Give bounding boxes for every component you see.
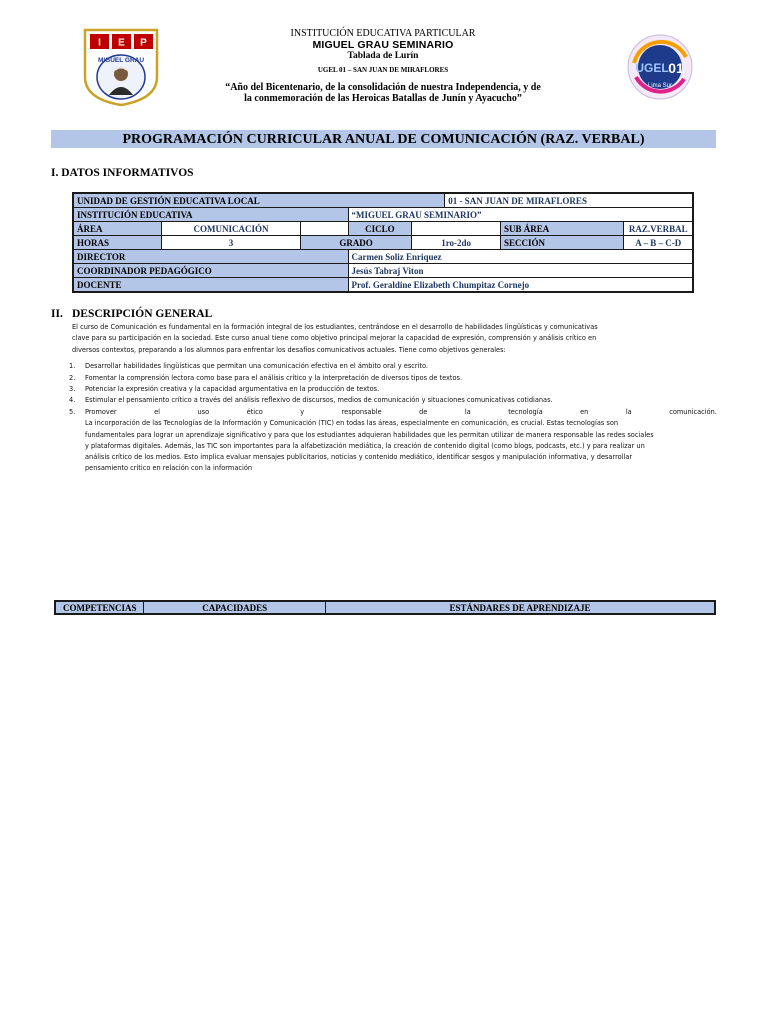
intro-line: clave para su participación en la sociedad. Este curso anual tiene como objetivo principal mejorar la capacidad de expresión, comprensión y análisis crítico en xyxy=(72,334,597,343)
word: de xyxy=(419,408,428,416)
objective-text: Desarrollar habilidades lingüísticas que permitan una comunicación efectiva en el ámbito oral y escrito. xyxy=(85,362,429,370)
subarea-label: SUB ÁREA xyxy=(500,222,624,236)
director-label: DIRECTOR xyxy=(73,250,348,264)
objective-5-line: pensamiento crítico en relación con la información xyxy=(85,464,253,473)
standards-header: ESTÁNDARES DE APRENDIZAJE xyxy=(325,601,715,614)
competencies-header-row xyxy=(55,601,715,614)
info-row-director xyxy=(73,250,693,264)
seccion-value: A – B – C-D xyxy=(624,236,693,250)
info-row-institution xyxy=(73,208,693,222)
section-1-heading: I. DATOS INFORMATIVOS xyxy=(51,167,194,179)
ugel-logo-number: 01 xyxy=(668,60,684,76)
word: el xyxy=(154,408,160,416)
section-2-heading: DESCRIPCIÓN GENERAL xyxy=(72,308,213,320)
school-logo xyxy=(82,27,160,107)
info-row-coordinator xyxy=(73,264,693,278)
word: comunicación. xyxy=(669,408,717,416)
objective-5-line: La incorporación de las Tecnologías de la Información y Comunicación (TIC) en todas las áreas, especialmente en comunicación, es crucial. Estas tecnologías son xyxy=(85,419,619,428)
word: tecnología xyxy=(508,408,543,416)
header-ugel: UGEL 01 – SAN JUAN DE MIRAFLORES xyxy=(317,66,449,74)
area-value: COMUNICACIÓN xyxy=(162,222,301,236)
info-row-ugel xyxy=(73,193,693,208)
ugel-logo-text: UGEL xyxy=(635,61,669,75)
objective-number: 2. xyxy=(69,374,76,382)
word: en xyxy=(580,408,589,416)
objective-text: Estimular el pensamiento crítico a través del análisis reflexivo de discursos, medios de comunicación y situaciones comunicativas cotidianas. xyxy=(85,396,553,404)
institution-value: “MIGUEL GRAU SEMINARIO” xyxy=(348,208,693,222)
institution-label: INSTITUCIÓN EDUCATIVA xyxy=(73,208,348,222)
objective-text: Fomentar la comprensión lectora como base para el análisis crítico y la interpretación de diversos tipos de textos. xyxy=(85,374,463,382)
header-school-name: MIGUEL GRAU SEMINARIO xyxy=(312,39,454,51)
ugel-logo-subtitle: Lima Sur xyxy=(647,83,673,89)
info-row-area xyxy=(73,222,693,236)
horas-value: 3 xyxy=(162,236,301,250)
logo-letter-p: P xyxy=(140,37,147,49)
ugel-value: 01 - SAN JUAN DE MIRAFLORES xyxy=(445,193,693,208)
header-motto xyxy=(160,82,606,104)
objective-5-first-line xyxy=(85,407,717,418)
motto-line-1: “Año del Bicentenario, de la consolidación de nuestra Independencia, y de xyxy=(225,82,541,93)
objective-text xyxy=(85,407,717,475)
word: ético xyxy=(246,408,263,416)
capacities-header: CAPACIDADES xyxy=(144,601,325,614)
logo-letter-i: I xyxy=(98,37,101,49)
objective-number: 5. xyxy=(69,408,76,416)
info-row-docente xyxy=(73,278,693,293)
competencies-header: COMPETENCIAS xyxy=(55,601,144,614)
subarea-value: RAZ.VERBAL xyxy=(624,222,693,236)
intro-line: diversos contextos, preparando a los alumnos para enfrentar los desafíos comunicativos actuales. Tiene como objetivos generales: xyxy=(72,345,506,354)
grado-label: GRADO xyxy=(300,236,412,250)
logo-school-name: MIGUEL GRAU xyxy=(97,57,145,64)
word: responsable xyxy=(341,408,382,416)
competencies-table xyxy=(54,600,716,615)
docente-value: Prof. Geraldine Elizabeth Chumpitaz Cornejo xyxy=(348,278,693,293)
seccion-label: SECCIÓN xyxy=(500,236,624,250)
ugel-label: UNIDAD DE GESTIÓN EDUCATIVA LOCAL xyxy=(73,193,445,208)
motto-line-2: la conmemoración de las Heroicas Batallas de Junín y Ayacucho” xyxy=(244,93,522,104)
coordinator-label: COORDINADOR PEDAGÓGICO xyxy=(73,264,348,278)
word: y xyxy=(300,408,305,416)
area-label: ÁREA xyxy=(73,222,162,236)
info-row-horas xyxy=(73,236,693,250)
grado-value: 1ro-2do xyxy=(412,236,501,250)
word: uso xyxy=(197,408,210,416)
intro-line: El curso de Comunicación es fundamental en la formación integral de los estudiantes, centrándose en el desarrollo de habilidades lingüísticas y comunicativas xyxy=(72,323,598,331)
section-2-number: II. xyxy=(51,308,63,320)
objective-5-line: análisis crítico de los medios. Esto implica evaluar mensajes publicitarios, noticias y contenido mediático, identificar sesgos y manipulación informativa, y desarrollar xyxy=(85,453,633,462)
ugel-logo xyxy=(626,33,694,101)
objective-number: 4. xyxy=(69,396,76,404)
word: la xyxy=(464,408,471,416)
coordinator-value: Jesús Tabraj Viton xyxy=(348,264,693,278)
description-intro xyxy=(72,322,716,356)
document-title: PROGRAMACIÓN CURRICULAR ANUAL DE COMUNICACIÓN (RAZ. VERBAL) xyxy=(51,130,716,148)
info-table xyxy=(72,192,694,293)
ciclo-value xyxy=(412,222,501,236)
objective-number: 3. xyxy=(69,385,76,393)
objective-5-line: fundamentales para lograr un aprendizaje significativo y para que los estudiantes adquieran habilidades que les permitan utilizar de manera responsable las redes sociales xyxy=(85,430,654,439)
logo-letter-e: E xyxy=(118,37,125,49)
area-spacer xyxy=(300,222,348,236)
word: la xyxy=(625,408,632,416)
objective-text: Potenciar la expresión creativa y la capacidad argumentativa en la producción de textos. xyxy=(85,385,380,393)
horas-label: HORAS xyxy=(73,236,162,250)
header-institution-type: INSTITUCIÓN EDUCATIVA PARTICULAR xyxy=(290,28,476,39)
ciclo-label: CICLO xyxy=(348,222,412,236)
director-value: Carmen Soliz Enriquez xyxy=(348,250,693,264)
header-location: Tablada de Lurín xyxy=(347,51,419,61)
docente-label: DOCENTE xyxy=(73,278,348,293)
word: Promover xyxy=(85,408,117,416)
objective-number: 1. xyxy=(69,362,76,370)
objective-5-line: y plataformas digitales. Además, las TIC son importantes para la alfabetización mediática, la creación de contenido digital (como blogs, podcasts, etc.) y para realizar un xyxy=(85,441,645,450)
